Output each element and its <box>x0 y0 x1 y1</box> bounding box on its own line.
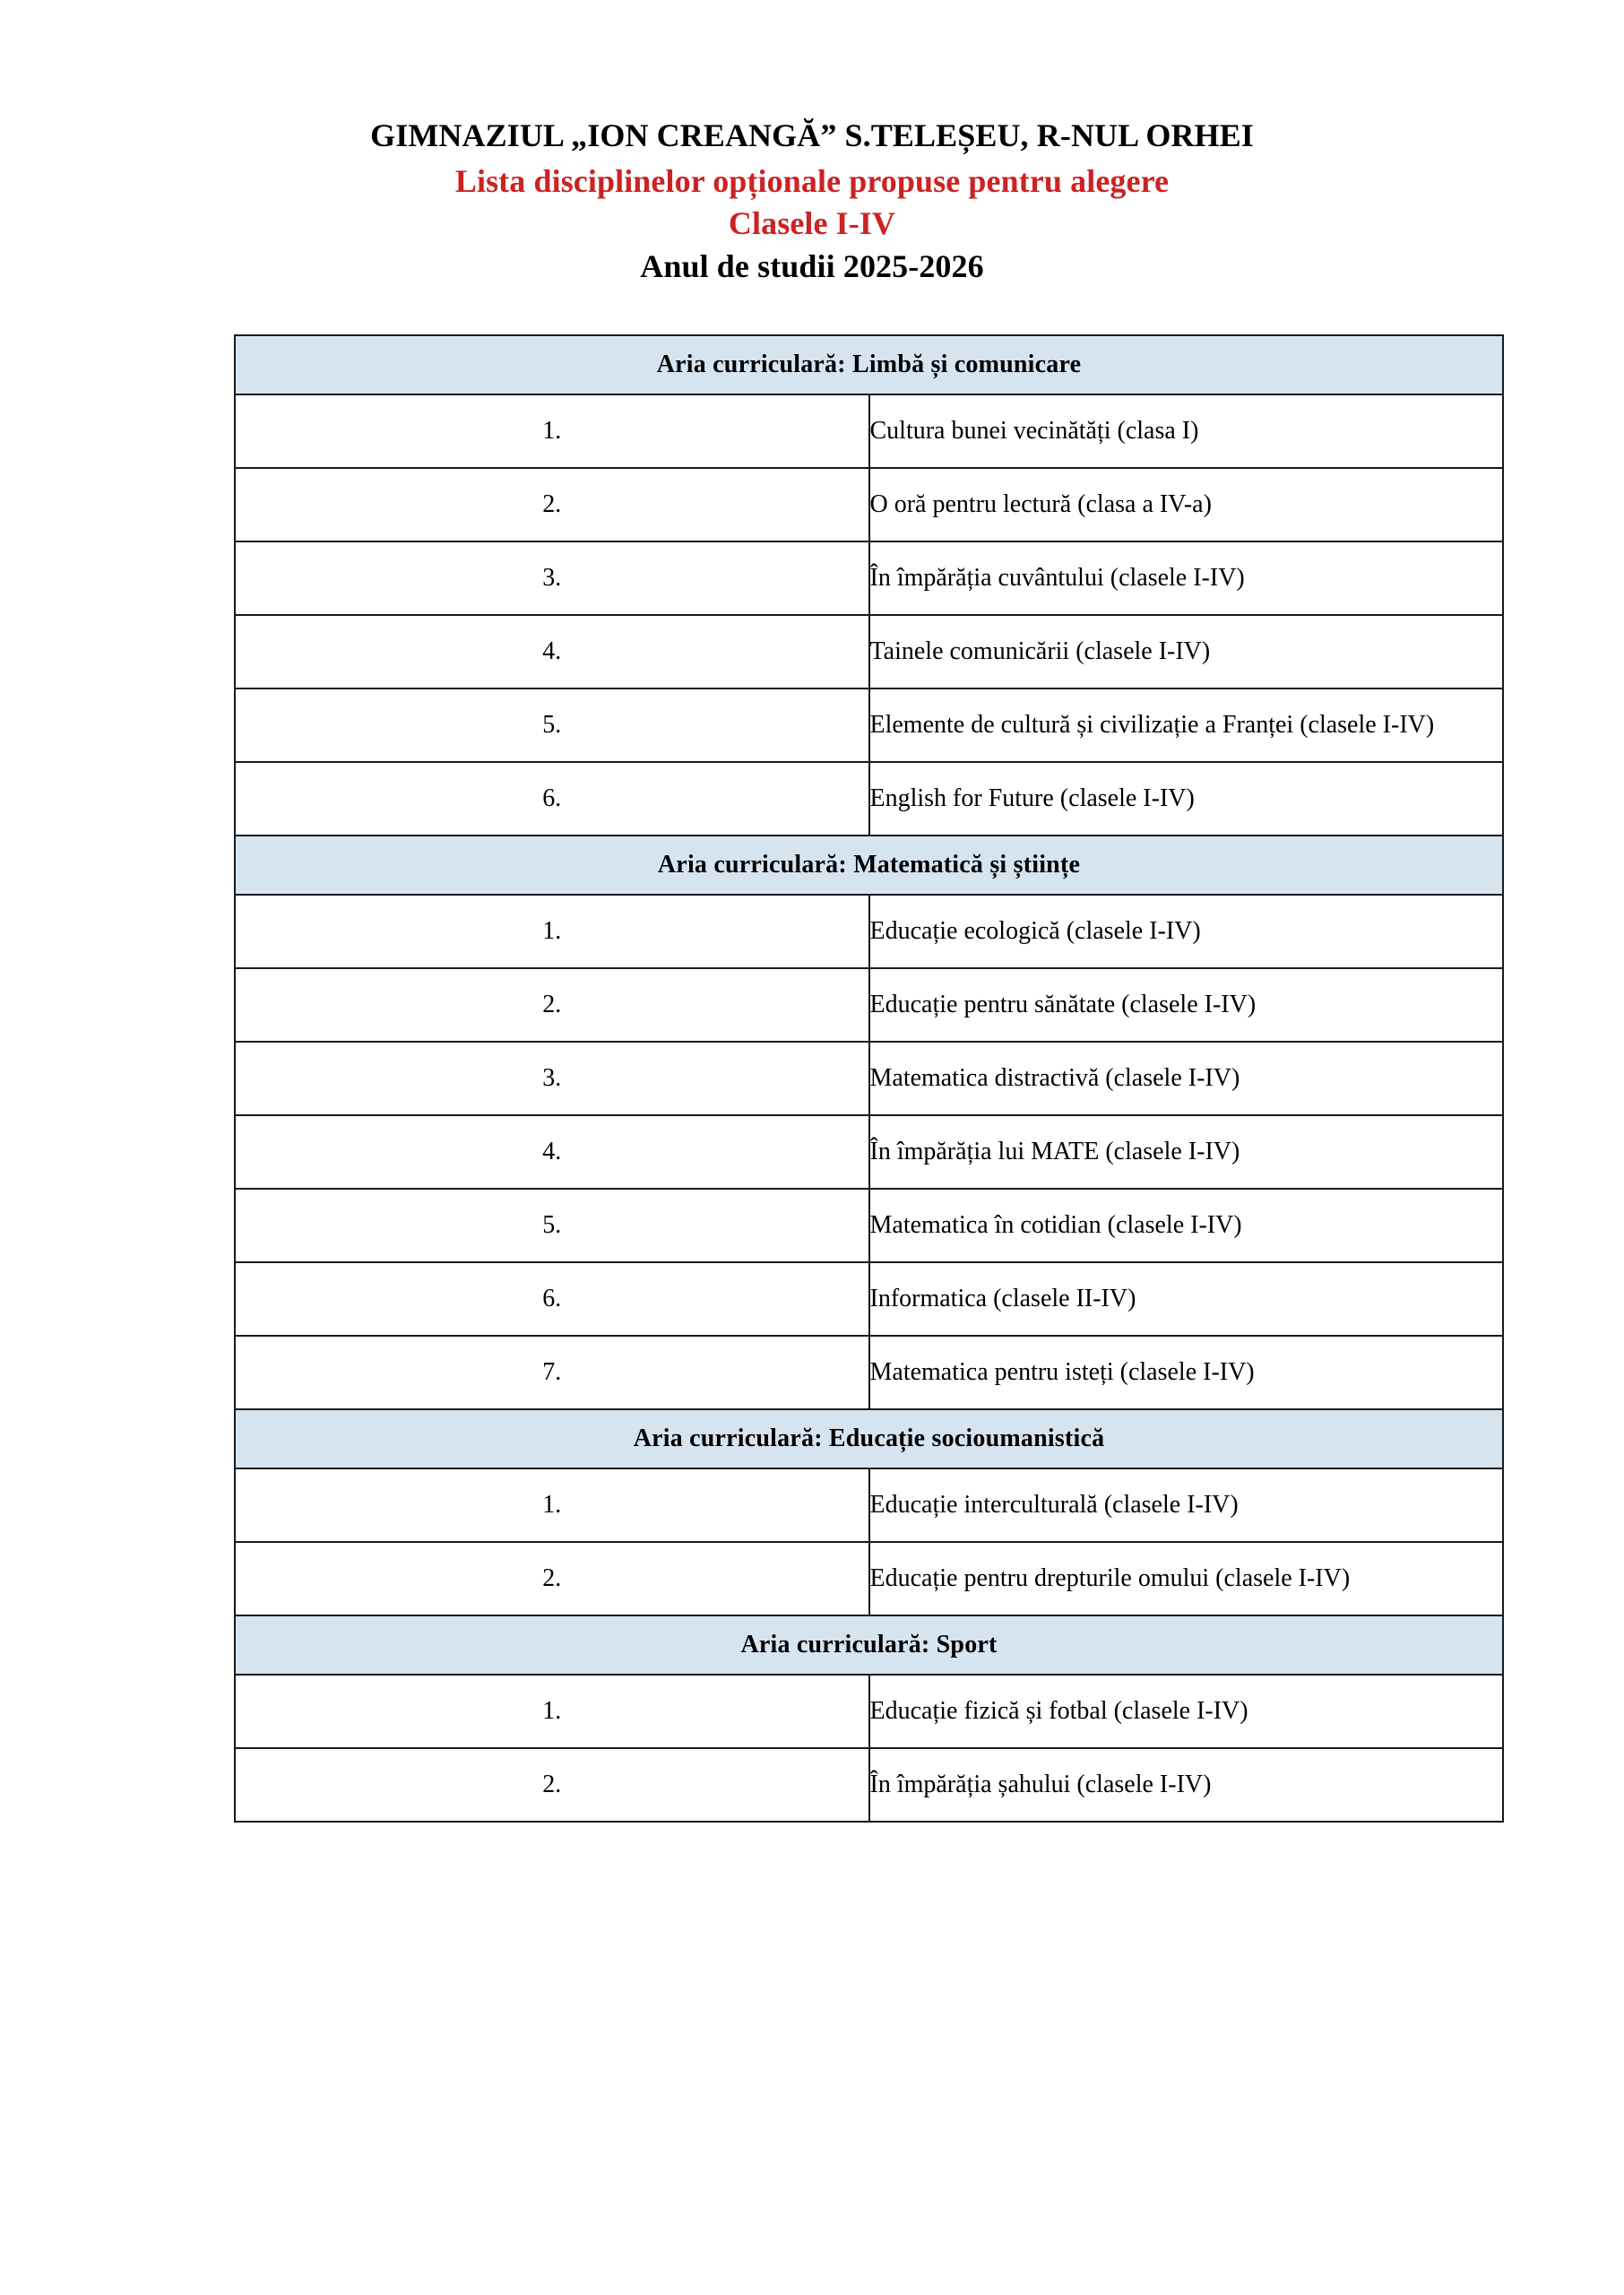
optional-subjects-table-wrap <box>0 334 1624 1823</box>
table-row <box>235 1468 1503 1542</box>
table-row <box>235 1336 1503 1409</box>
section-header-row <box>235 836 1503 895</box>
table-row <box>235 1675 1503 1748</box>
document-heading <box>0 0 1624 288</box>
subject-name-cell: Educație fizică și fotbal (clasele I-IV) <box>869 1675 1504 1748</box>
row-number-cell: 1. <box>235 1468 869 1542</box>
section-header-cell: Aria curriculară: Educație socioumanistică <box>235 1409 1503 1468</box>
row-number-cell: 2. <box>235 968 869 1042</box>
table-row <box>235 468 1503 541</box>
table-row <box>235 394 1503 468</box>
subject-name-cell: Cultura bunei vecinătăți (clasa I) <box>869 394 1504 468</box>
subject-name-cell: În împărăția lui MATE (clasele I-IV) <box>869 1115 1504 1189</box>
section-header-cell: Aria curriculară: Limbă și comunicare <box>235 335 1503 394</box>
subject-name-cell: O oră pentru lectură (clasa a IV-a) <box>869 468 1504 541</box>
subject-name-cell: Educație pentru sănătate (clasele I-IV) <box>869 968 1504 1042</box>
table-row <box>235 1748 1503 1822</box>
section-header-row <box>235 335 1503 394</box>
row-number-cell: 6. <box>235 1262 869 1336</box>
subject-name-cell: English for Future (clasele I-IV) <box>869 762 1504 836</box>
table-row <box>235 762 1503 836</box>
section-header-row <box>235 1409 1503 1468</box>
table-row <box>235 1262 1503 1336</box>
section-header-cell: Aria curriculară: Matematică și științe <box>235 836 1503 895</box>
subject-name-cell: Educație interculturală (clasele I-IV) <box>869 1468 1504 1542</box>
section-header-cell: Aria curriculară: Sport <box>235 1615 1503 1675</box>
school-title: GIMNAZIUL „ION CREANGĂ” S.TELEȘEU, R-NUL ORHEI <box>370 117 1254 153</box>
row-number-cell: 4. <box>235 615 869 688</box>
row-number-cell: 3. <box>235 541 869 615</box>
row-number-cell: 2. <box>235 1748 869 1822</box>
row-number-cell: 7. <box>235 1336 869 1409</box>
subject-name-cell: Matematica distractivă (clasele I-IV) <box>869 1042 1504 1115</box>
row-number-cell: 6. <box>235 762 869 836</box>
subject-name-cell: Matematica în cotidian (clasele I-IV) <box>869 1189 1504 1262</box>
subject-name-cell: Elemente de cultură și civilizație a Franței (clasele I-IV) <box>869 688 1504 762</box>
row-number-cell: 5. <box>235 688 869 762</box>
subject-name-cell: În împărăția cuvântului (clasele I-IV) <box>869 541 1504 615</box>
optional-subjects-table <box>234 334 1504 1823</box>
subject-name-cell: Tainele comunicării (clasele I-IV) <box>869 615 1504 688</box>
list-title: Lista disciplinelor opționale propuse pentru alegere <box>454 162 1170 199</box>
table-row <box>235 1115 1503 1189</box>
table-row <box>235 541 1503 615</box>
section-header-row <box>235 1615 1503 1675</box>
row-number-cell: 4. <box>235 1115 869 1189</box>
subject-name-cell: În împărăția șahului (clasele I-IV) <box>869 1748 1504 1822</box>
row-number-cell: 1. <box>235 1675 869 1748</box>
row-number-cell: 1. <box>235 895 869 968</box>
table-row <box>235 1189 1503 1262</box>
table-row <box>235 688 1503 762</box>
table-body <box>235 335 1503 1822</box>
row-number-cell: 2. <box>235 468 869 541</box>
row-number-cell: 2. <box>235 1542 869 1615</box>
table-row <box>235 1542 1503 1615</box>
subject-name-cell: Informatica (clasele II-IV) <box>869 1262 1504 1336</box>
classes-subtitle: Clasele I-IV <box>728 204 896 241</box>
table-row <box>235 1042 1503 1115</box>
table-row <box>235 615 1503 688</box>
subject-name-cell: Educație pentru drepturile omului (clasele I-IV) <box>869 1542 1504 1615</box>
school-year: Anul de studii 2025-2026 <box>640 248 984 285</box>
row-number-cell: 5. <box>235 1189 869 1262</box>
subject-name-cell: Educație ecologică (clasele I-IV) <box>869 895 1504 968</box>
table-row <box>235 968 1503 1042</box>
table-row <box>235 895 1503 968</box>
subject-name-cell: Matematica pentru isteți (clasele I-IV) <box>869 1336 1504 1409</box>
row-number-cell: 1. <box>235 394 869 468</box>
row-number-cell: 3. <box>235 1042 869 1115</box>
